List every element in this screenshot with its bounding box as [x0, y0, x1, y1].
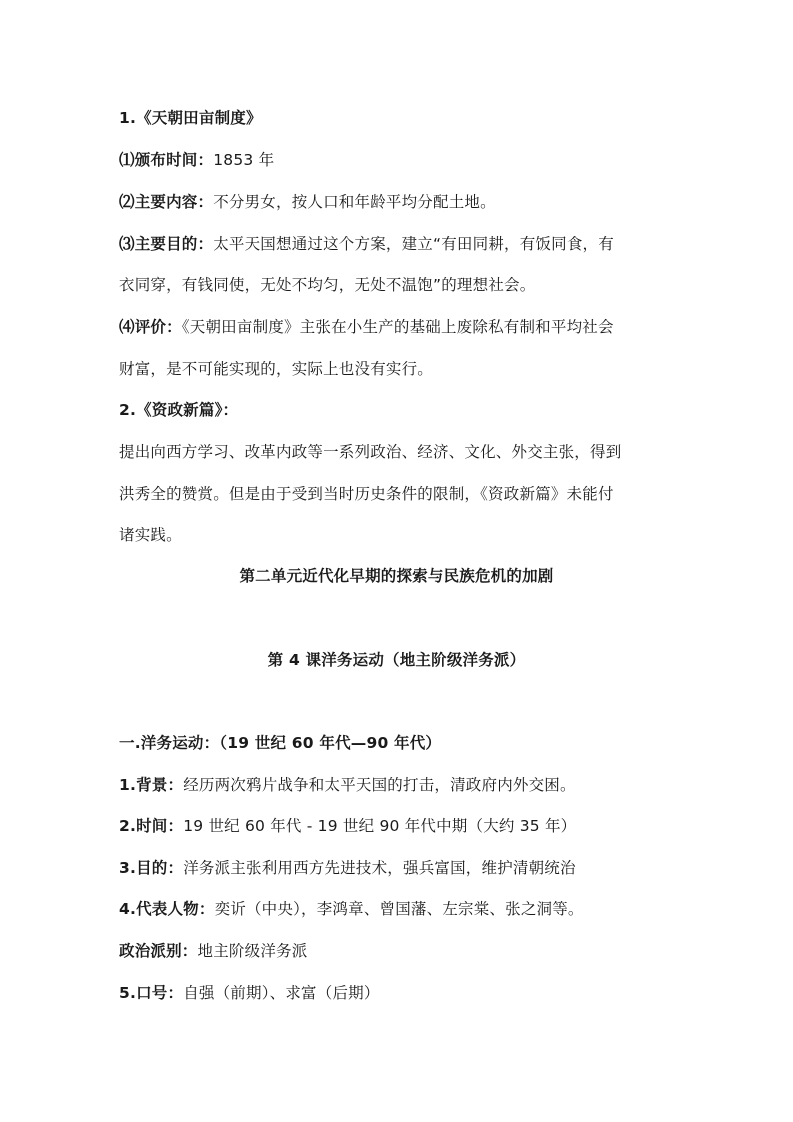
- section3-item: [119, 858, 679, 878]
- item-text: 不分男女，按人口和年龄平均分配土地。: [213, 193, 496, 211]
- item-label: 2.时间：: [119, 817, 184, 835]
- item-label: 3.目的：: [119, 859, 184, 877]
- item-label: ⑶主要目的：: [119, 235, 214, 253]
- section3-item: [119, 941, 679, 961]
- section2-text-line: 提出向西方学习、改革内政等一系列政治、经济、文化、外交主张，得到: [119, 443, 622, 461]
- section2-text-line: 洪秀全的赞赏。但是由于受到当时历史条件的限制，《资政新篇》未能付: [119, 485, 614, 503]
- section1-heading: 1.《天朝田亩制度》: [119, 109, 262, 127]
- item-label: ⑴颁布时间：: [119, 151, 214, 169]
- section2-heading: 2.《资政新篇》：: [119, 401, 239, 419]
- item-text: 奕䜣（中央），李鸿章、曾国藩、左宗棠、张之洞等。: [214, 900, 584, 918]
- section2-text-line: 诸实践。: [119, 526, 182, 544]
- item-label: ⑵主要内容：: [119, 193, 214, 211]
- item-text: 太平天国想通过这个方案，建立“有田同耕，有饭同食，有: [213, 235, 614, 253]
- item-text: 自强（前期）、求富（后期）: [183, 984, 380, 1002]
- item-release-time: [119, 150, 679, 170]
- lesson-title: 第 4 课洋务运动（地主阶级洋务派）: [267, 651, 526, 669]
- item-text: 19 世纪 60 年代 - 19 世纪 90 年代中期（大约 35 年）: [183, 817, 577, 835]
- item-text: 《天朝田亩制度》主张在小生产的基础上废除私有制和平均社会: [181, 318, 614, 336]
- section3-heading: 一.洋务运动：（19 世纪 60 年代—90 年代）: [119, 734, 442, 752]
- item-main-purpose-cont: 衣同穿，有钱同使，无处不均匀，无处不温饱”的理想社会。: [119, 276, 536, 294]
- section3-item: [119, 816, 679, 836]
- item-evaluation-cont: 财富，是不可能实现的，实际上也没有实行。: [119, 360, 434, 378]
- item-text: 经历两次鸦片战争和太平天国的打击，清政府内外交困。: [183, 776, 576, 794]
- section3-item: [119, 983, 679, 1003]
- item-text: 地主阶级洋务派: [197, 942, 308, 960]
- item-main-content: [119, 192, 679, 212]
- section3-item: [119, 899, 679, 919]
- item-label: ⑷评价：: [119, 318, 182, 336]
- item-label: 4.代表人物：: [119, 900, 215, 918]
- section3-item: [119, 775, 679, 795]
- item-evaluation: [119, 317, 679, 337]
- item-label: 政治派别：: [119, 942, 198, 960]
- unit-title: 第二单元近代化早期的探索与民族危机的加剧: [239, 567, 554, 585]
- item-label: 5.口号：: [119, 984, 184, 1002]
- item-text: 洋务派主张利用西方先进技术，强兵富国，维护清朝统治: [183, 859, 576, 877]
- item-label: 1.背景：: [119, 776, 184, 794]
- item-text: 1853 年: [213, 151, 275, 169]
- item-main-purpose: [119, 234, 679, 254]
